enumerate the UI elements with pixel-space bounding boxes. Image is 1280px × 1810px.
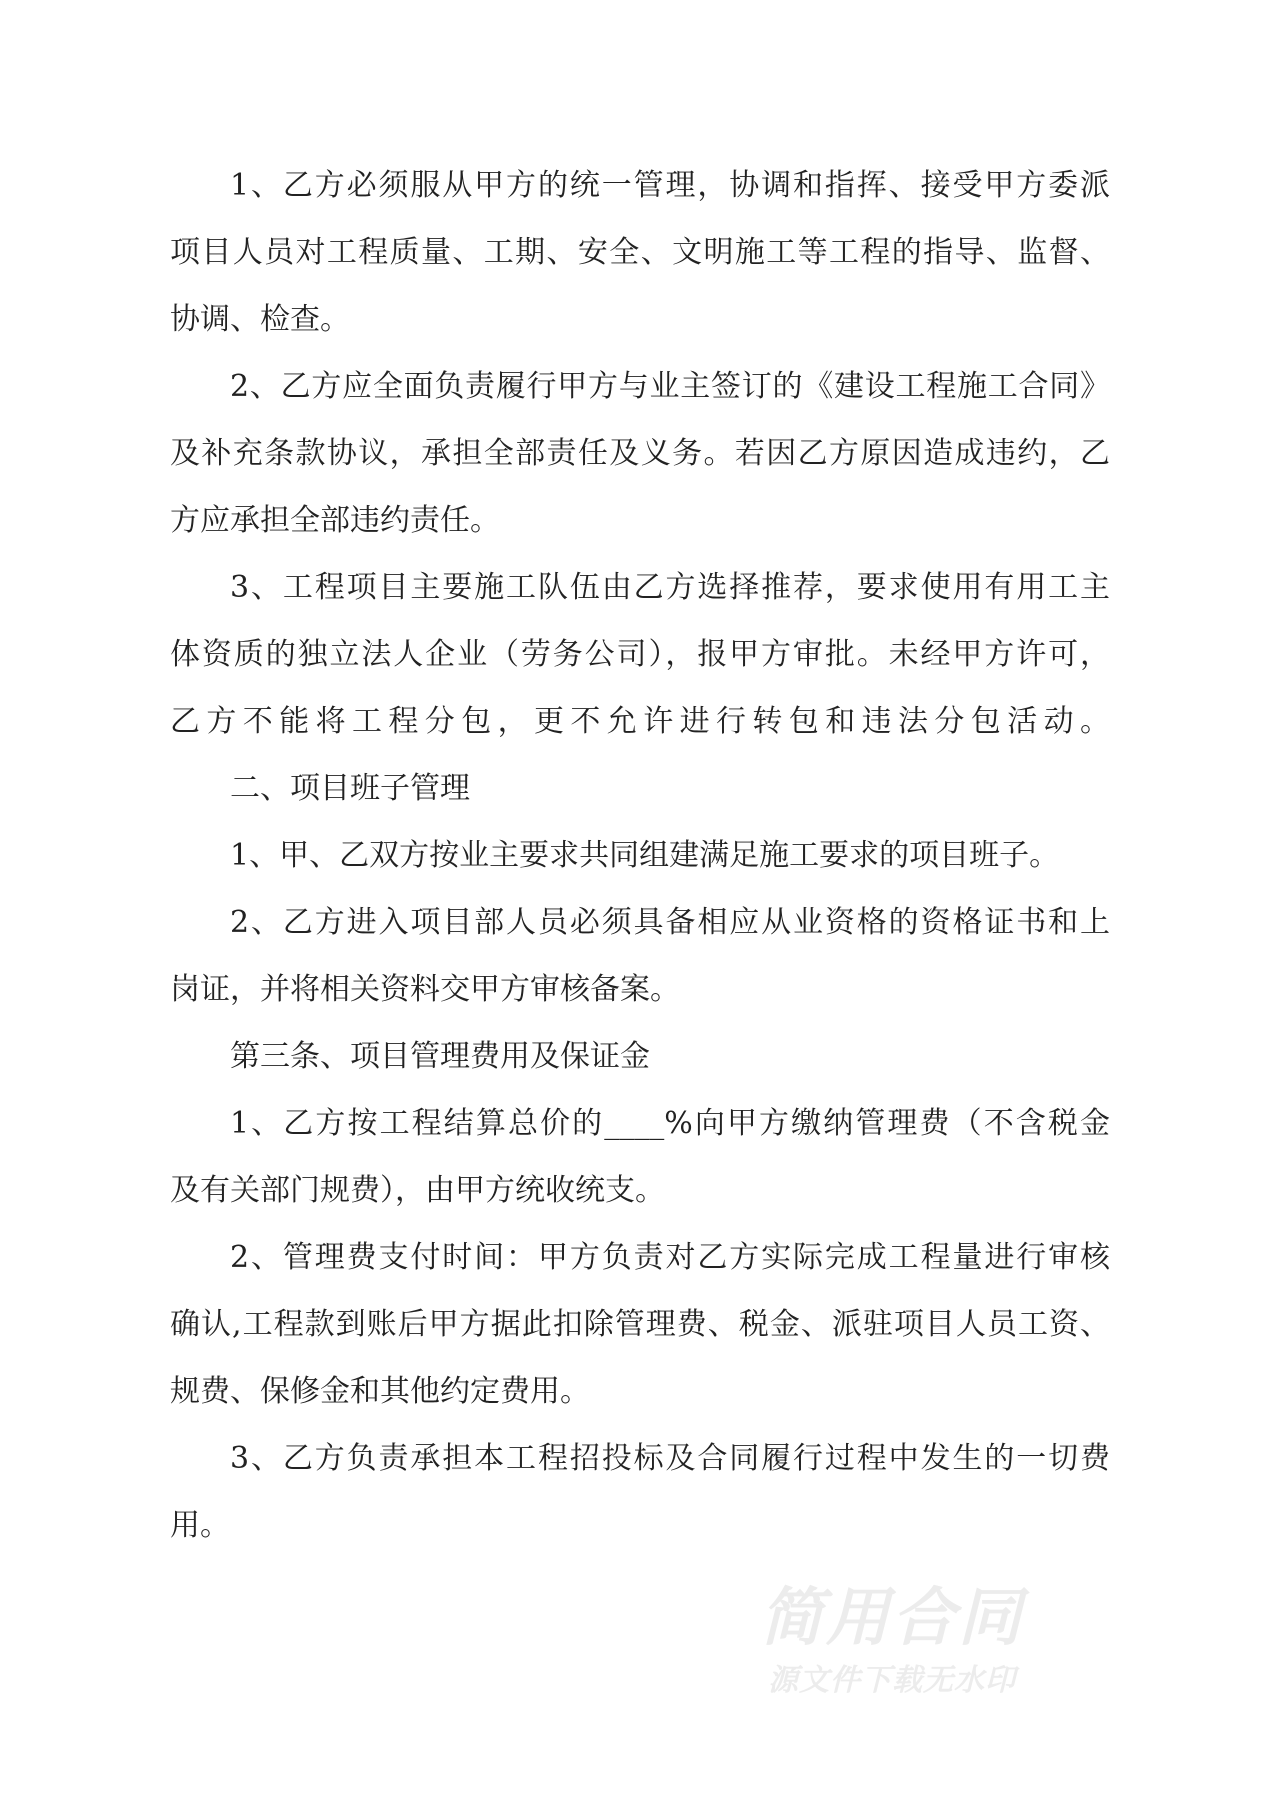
contract-body [170, 152, 1110, 1559]
contract-line: 项目人员对工程质量、工期、安全、文明施工等工程的指导、监督、 [170, 235, 1110, 270]
contract-line: 岗证，并将相关资料交甲方审核备案。 [170, 972, 680, 1007]
contract-line: 3、乙方负责承担本工程招投标及合同履行过程中发生的一切费 [230, 1441, 1110, 1476]
watermark-title: 简用合同 [760, 1583, 1024, 1653]
contract-line: 二、项目班子管理 [230, 771, 470, 806]
contract-line: 规费、保修金和其他约定费用。 [170, 1374, 590, 1409]
contract-line: 1、甲、乙双方按业主要求共同组建满足施工要求的项目班子。 [230, 838, 1060, 873]
contract-line: 2、管理费支付时间：甲方负责对乙方实际完成工程量进行审核 [230, 1240, 1110, 1275]
contract-line: 用。 [170, 1508, 230, 1543]
contract-line: 及有关部门规费），由甲方统收统支。 [170, 1173, 665, 1208]
contract-line: 确认,工程款到账后甲方据此扣除管理费、税金、派驻项目人员工资、 [170, 1307, 1110, 1342]
contract-line: 方应承担全部违约责任。 [170, 503, 500, 538]
contract-line: 2、乙方进入项目部人员必须具备相应从业资格的资格证书和上 [230, 905, 1110, 940]
contract-line: 1、乙方按工程结算总价的____%向甲方缴纳管理费（不含税金 [230, 1106, 1110, 1141]
contract-line: 3、工程项目主要施工队伍由乙方选择推荐，要求使用有用工主 [230, 570, 1110, 605]
contract-line: 及补充条款协议，承担全部责任及义务。若因乙方原因造成违约，乙 [170, 436, 1110, 471]
contract-line: 1、乙方必须服从甲方的统一管理，协调和指挥、接受甲方委派 [230, 168, 1110, 203]
contract-line: 2、乙方应全面负责履行甲方与业主签订的《建设工程施工合同》 [230, 369, 1110, 404]
contract-line: 第三条、项目管理费用及保证金 [230, 1039, 650, 1074]
contract-line: 体资质的独立法人企业（劳务公司），报甲方审批。未经甲方许可， [170, 637, 1110, 672]
watermark-subtitle: 源文件下载无水印 [768, 1664, 1016, 1697]
contract-line: 协调、检查。 [170, 302, 350, 337]
contract-line: 乙方不能将工程分包，更不允许进行转包和违法分包活动。 [170, 704, 1110, 739]
watermark [758, 1580, 1026, 1698]
